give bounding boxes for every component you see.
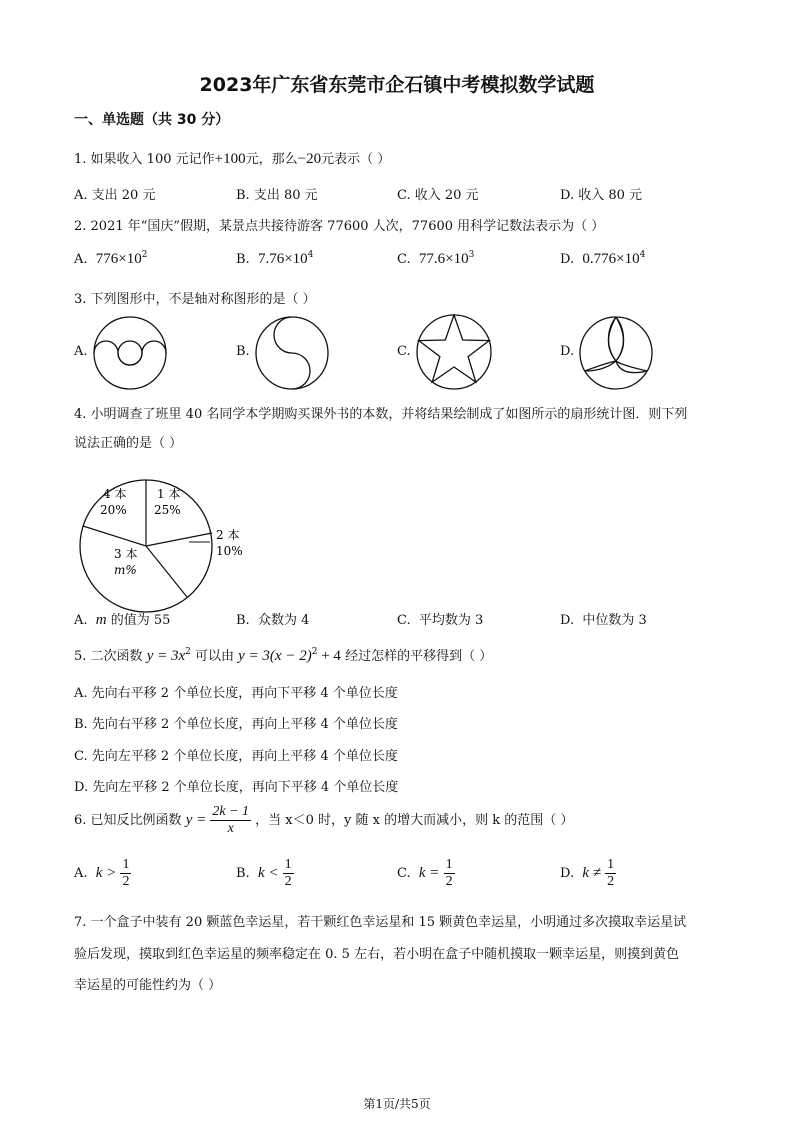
q6-option-c-frac (444, 857, 455, 890)
q5-option-b[interactable]: B. 先向右平移 2 个单位长度，再向上平移 4 个单位长度 (74, 717, 398, 732)
q1-option-a[interactable]: A. 支出 20 元 (74, 188, 156, 203)
page-title: 2023年广东省东莞市企石镇中考模拟数学试题 (199, 74, 595, 96)
q4-option-d-label: D. (560, 613, 575, 628)
q4-option-a[interactable] (74, 609, 170, 629)
question-7-line1: 7. 一个盒子中装有 20 颗蓝色幸运星，若干颗红色幸运星和 15 颗黄色幸运星，小明通过多次摸取幸运星试 (74, 915, 687, 930)
q5-formula-2-exp: 2 (311, 647, 318, 657)
q5-option-a[interactable]: A. 先向右平移 2 个单位长度，再向下平移 4 个单位长度 (74, 686, 398, 701)
q3-option-b-label: B. (236, 344, 250, 359)
q2-option-b[interactable] (236, 250, 313, 268)
q4-option-c[interactable] (397, 609, 483, 628)
q5-option-d[interactable]: D. 先向左平移 2 个单位长度，再向下平移 4 个单位长度 (74, 780, 399, 795)
q2-option-d-base: 0.776×10 (582, 251, 640, 267)
q2-option-a-base: 776×10 (95, 251, 142, 267)
q3-figure-c[interactable] (413, 311, 495, 393)
q4-option-b-label: B. (236, 613, 250, 628)
q6-y-eq: y = (185, 812, 207, 828)
q2-option-b-base: 7.76×10 (257, 251, 308, 267)
q6-option-c-label: C. (397, 866, 411, 881)
q2-option-b-exp: 4 (307, 250, 314, 260)
q6-option-b-frac (283, 857, 294, 890)
q6-option-a-frac (120, 857, 131, 890)
pie-divider-lower-right (146, 546, 187, 597)
q3-option-c-label: C. (397, 344, 411, 359)
page-footer: 第1页/共5页 (363, 1097, 431, 1111)
q2-option-a-label: A. (74, 252, 88, 267)
q3-figure-b[interactable] (252, 313, 332, 393)
question-4-stem-line2: 说法正确的是（ ） (74, 436, 183, 451)
question-7-line2: 验后发现，摸取到红色幸运星的频率稳定在 0. 5 左右，若小明在盒子中随机摸取一颗幸运星，则摸到黄色 (74, 947, 680, 962)
q6-option-b[interactable] (236, 857, 294, 890)
pie-label-4-pct: 20% (100, 503, 127, 517)
q5-text-c: 经过怎样的平移得到（ ） (345, 649, 493, 664)
pie-label-2-name: 2 本 (216, 528, 240, 542)
frac-num: 1 (445, 857, 453, 872)
q3-option-d-label: D. (560, 344, 575, 359)
frac-den: 2 (122, 874, 130, 889)
q5-formula-1: y = 3x (146, 648, 186, 664)
pie-divider-right (146, 533, 212, 546)
question-1-stem (74, 148, 390, 168)
pie-label-2-pct: 10% (216, 544, 243, 558)
q6-frac-den: x (227, 821, 234, 836)
q4-option-a-var: m (95, 612, 107, 628)
q6-frac-num: 2k − 1 (212, 804, 250, 819)
pie-label-3-name: 3 本 (114, 547, 138, 561)
q6-option-c[interactable] (397, 857, 455, 890)
q3-figure-d[interactable] (576, 313, 656, 393)
q4-option-d[interactable] (560, 609, 647, 628)
q2-option-c[interactable] (397, 250, 474, 268)
q2-option-a[interactable] (74, 250, 148, 268)
q2-option-a-exp: 2 (141, 250, 148, 260)
q1-text-a: 1. 如果收入 100 元记作 (74, 152, 215, 167)
q3-option-a-label: A. (74, 344, 88, 359)
q2-option-d[interactable] (560, 250, 645, 268)
question-2-stem: 2. 2021 年“国庆”假期，某景点共接待游客 77600 人次，77600 用科学记数法表示为（ ） (74, 219, 605, 234)
q3-figure-a[interactable] (90, 313, 170, 393)
q5-text-b: 可以由 (195, 649, 235, 664)
q1-math-2: −20 (297, 151, 322, 167)
question-6-stem (74, 804, 573, 837)
q6-option-d-label: D. (560, 866, 575, 881)
q1-option-c[interactable]: C. 收入 20 元 (397, 188, 479, 203)
frac-den: 2 (607, 874, 615, 889)
q5-formula-1-exp: 2 (185, 647, 191, 657)
q2-option-c-label: C. (397, 252, 411, 267)
q5-formula-2: y = 3(x − 2) (238, 648, 312, 664)
q2-option-d-label: D. (560, 252, 575, 267)
q6-option-b-rel: k < (257, 865, 279, 881)
section-heading: 一、单选题（共 30 分） (74, 112, 230, 128)
q6-text-b: ，当 x＜0 时，y 随 x 的增大而减小，则 k 的范围（ ） (255, 813, 574, 828)
q6-option-a-rel: k > (95, 865, 117, 881)
q4-option-b-text: 众数为 4 (257, 613, 310, 628)
q1-option-b[interactable]: B. 支出 80 元 (236, 188, 318, 203)
q6-option-b-label: B. (236, 866, 250, 881)
question-3-stem: 3. 下列图形中，不是轴对称图形的是（ ） (74, 292, 316, 307)
pie-label-3-pct: m% (114, 563, 137, 577)
q2-option-d-exp: 4 (639, 250, 646, 260)
q4-option-a-text: 的值为 55 (110, 613, 171, 628)
frac-num: 1 (284, 857, 292, 872)
pie-label-4-name: 4 本 (103, 487, 127, 501)
q4-option-c-label: C. (397, 613, 411, 628)
q6-option-d[interactable] (560, 857, 616, 890)
q1-text-b: 元，那么 (245, 152, 298, 167)
pie-divider-left (83, 526, 146, 546)
frac-num: 1 (122, 857, 130, 872)
q6-fraction (210, 804, 251, 837)
q4-pie-chart (76, 476, 256, 618)
question-5-stem (74, 645, 492, 665)
q4-option-b[interactable] (236, 609, 309, 628)
q6-option-d-frac (605, 857, 616, 890)
q5-formula-2-tail: + 4 (317, 648, 341, 664)
q5-option-c[interactable]: C. 先向左平移 2 个单位长度，再向上平移 4 个单位长度 (74, 749, 398, 764)
q4-option-d-text: 中位数为 3 (582, 613, 647, 628)
q4-option-a-label: A. (74, 613, 88, 628)
q6-option-a-label: A. (74, 866, 88, 881)
q6-option-d-rel: k ≠ (582, 865, 601, 881)
q5-text-a: 5. 二次函数 (74, 649, 143, 664)
pie-label-1-pct: 25% (154, 503, 181, 517)
question-7-line3: 幸运星的可能性约为（ ） (74, 978, 222, 993)
q6-text-a: 6. 已知反比例函数 (74, 813, 182, 828)
frac-num: 1 (607, 857, 615, 872)
q2-option-c-base: 77.6×10 (418, 251, 469, 267)
q2-option-c-exp: 3 (468, 250, 475, 260)
frac-den: 2 (445, 874, 453, 889)
pie-label-1-name: 1 本 (157, 487, 181, 501)
q1-option-d[interactable]: D. 收入 80 元 (560, 188, 643, 203)
frac-den: 2 (284, 874, 292, 889)
q6-option-a[interactable] (74, 857, 131, 890)
question-4-stem-line1: 4. 小明调查了班里 40 名同学本学期购买课外书的本数，并将结果绘制成了如图所示的扇形统计图．则下列 (74, 407, 688, 422)
q1-text-c: 元表示（ ） (321, 152, 391, 167)
q4-option-c-text: 平均数为 3 (418, 613, 484, 628)
q1-math-1: +100 (214, 151, 246, 167)
q2-option-b-label: B. (236, 252, 250, 267)
q6-option-c-rel: k = (418, 865, 440, 881)
